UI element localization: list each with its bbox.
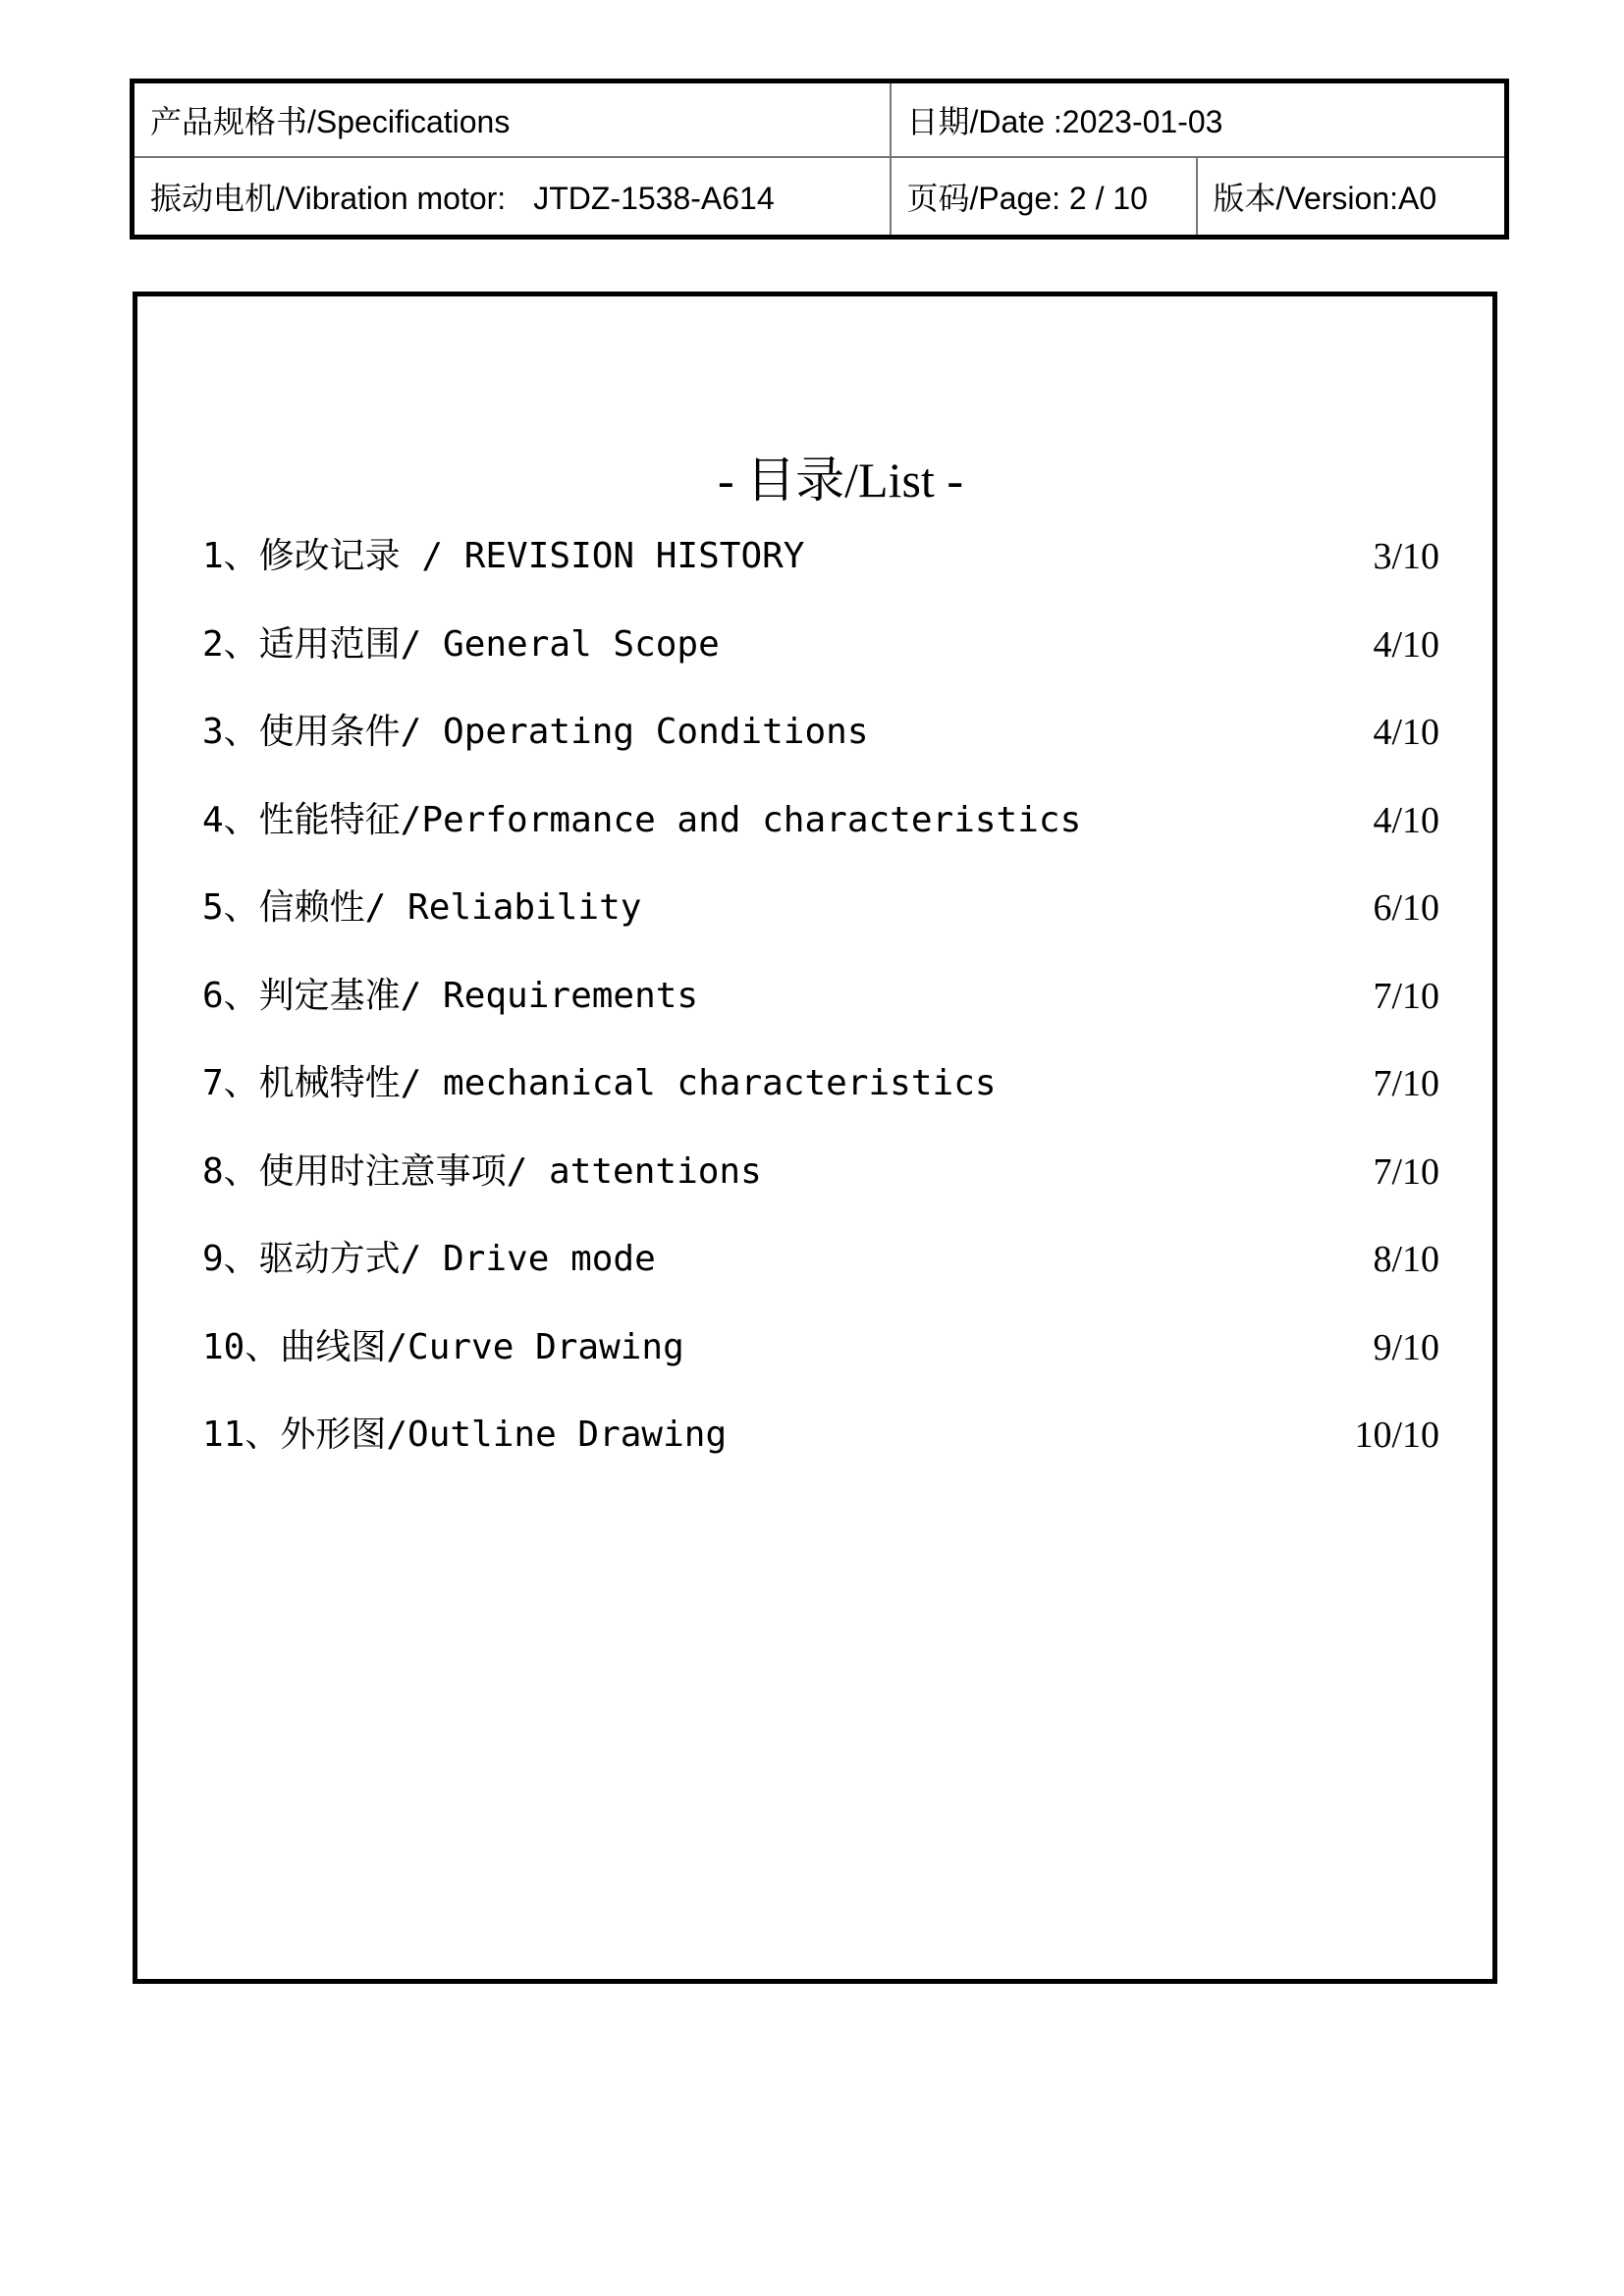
toc-item-page: 6/10 [1373, 887, 1439, 929]
toc-item-mechanical[interactable] [202, 1064, 1439, 1152]
toc-item-revision-history[interactable] [202, 537, 1439, 625]
toc-item-label: 9、驱动方式/ Drive mode [202, 1239, 656, 1279]
document-header-table [130, 79, 1509, 240]
date-cell [891, 81, 1507, 158]
header-row-1 [133, 81, 1507, 158]
toc-item-reliability[interactable] [202, 888, 1439, 977]
toc-item-label: 2、适用范围/ General Scope [202, 623, 720, 665]
toc-item-page: 4/10 [1373, 799, 1439, 841]
toc-title: - 目录/List - [718, 453, 963, 507]
toc-item-label: 1、修改记录 / REVISION HISTORY [202, 536, 805, 576]
toc-item-attentions[interactable] [202, 1152, 1439, 1241]
toc-item-page: 9/10 [1373, 1326, 1439, 1368]
toc-item-label: 10、曲线图/Curve Drawing [202, 1326, 684, 1367]
spec-title-cell [133, 81, 891, 158]
toc-item-page: 10/10 [1354, 1415, 1439, 1456]
toc-item-label: 4、性能特征/Performance and characteristics [202, 799, 1082, 840]
toc-item-page: 4/10 [1373, 712, 1439, 753]
toc-item-label: 11、外形图/Outline Drawing [202, 1415, 728, 1455]
toc-item-page: 7/10 [1373, 1150, 1439, 1193]
toc-item-label: 3、使用条件/ Operating Conditions [202, 712, 869, 752]
toc-item-performance[interactable] [202, 801, 1439, 889]
version-cell [1197, 157, 1507, 238]
toc-list [202, 537, 1439, 1504]
toc-item-label: 6、判定基准/ Requirements [202, 975, 699, 1016]
toc-item-curve-drawing[interactable] [202, 1328, 1439, 1416]
toc-item-page: 7/10 [1373, 1063, 1439, 1104]
toc-item-drive-mode[interactable] [202, 1240, 1439, 1328]
toc-title-wrap [137, 441, 1492, 511]
motor-label: 振动电机/Vibration motor: [150, 181, 507, 216]
header-row-2 [133, 157, 1507, 238]
toc-item-general-scope[interactable] [202, 625, 1439, 714]
motor-cell [133, 157, 891, 238]
toc-item-requirements[interactable] [202, 977, 1439, 1065]
model-number: JTDZ-1538-A614 [533, 181, 775, 216]
toc-item-label: 5、信赖性/ Reliability [202, 887, 642, 928]
toc-item-page: 7/10 [1373, 975, 1439, 1017]
toc-item-page: 4/10 [1373, 623, 1439, 666]
spec-title: 产品规格书/Specifications [150, 104, 511, 139]
toc-item-outline-drawing[interactable] [202, 1415, 1439, 1504]
toc-item-page: 8/10 [1373, 1239, 1439, 1280]
toc-item-label: 7、机械特性/ mechanical characteristics [202, 1063, 997, 1103]
page-number: 页码/Page: 2 / 10 [906, 181, 1148, 216]
date-label: 日期/Date :2023-01-03 [906, 104, 1223, 139]
toc-item-page: 3/10 [1373, 536, 1439, 577]
version-label: 版本/Version:A0 [1213, 181, 1437, 216]
toc-item-label: 8、使用时注意事项/ attentions [202, 1150, 762, 1192]
table-of-contents-box [133, 292, 1497, 1984]
toc-item-operating-conditions[interactable] [202, 713, 1439, 801]
page-number-cell [891, 157, 1197, 238]
